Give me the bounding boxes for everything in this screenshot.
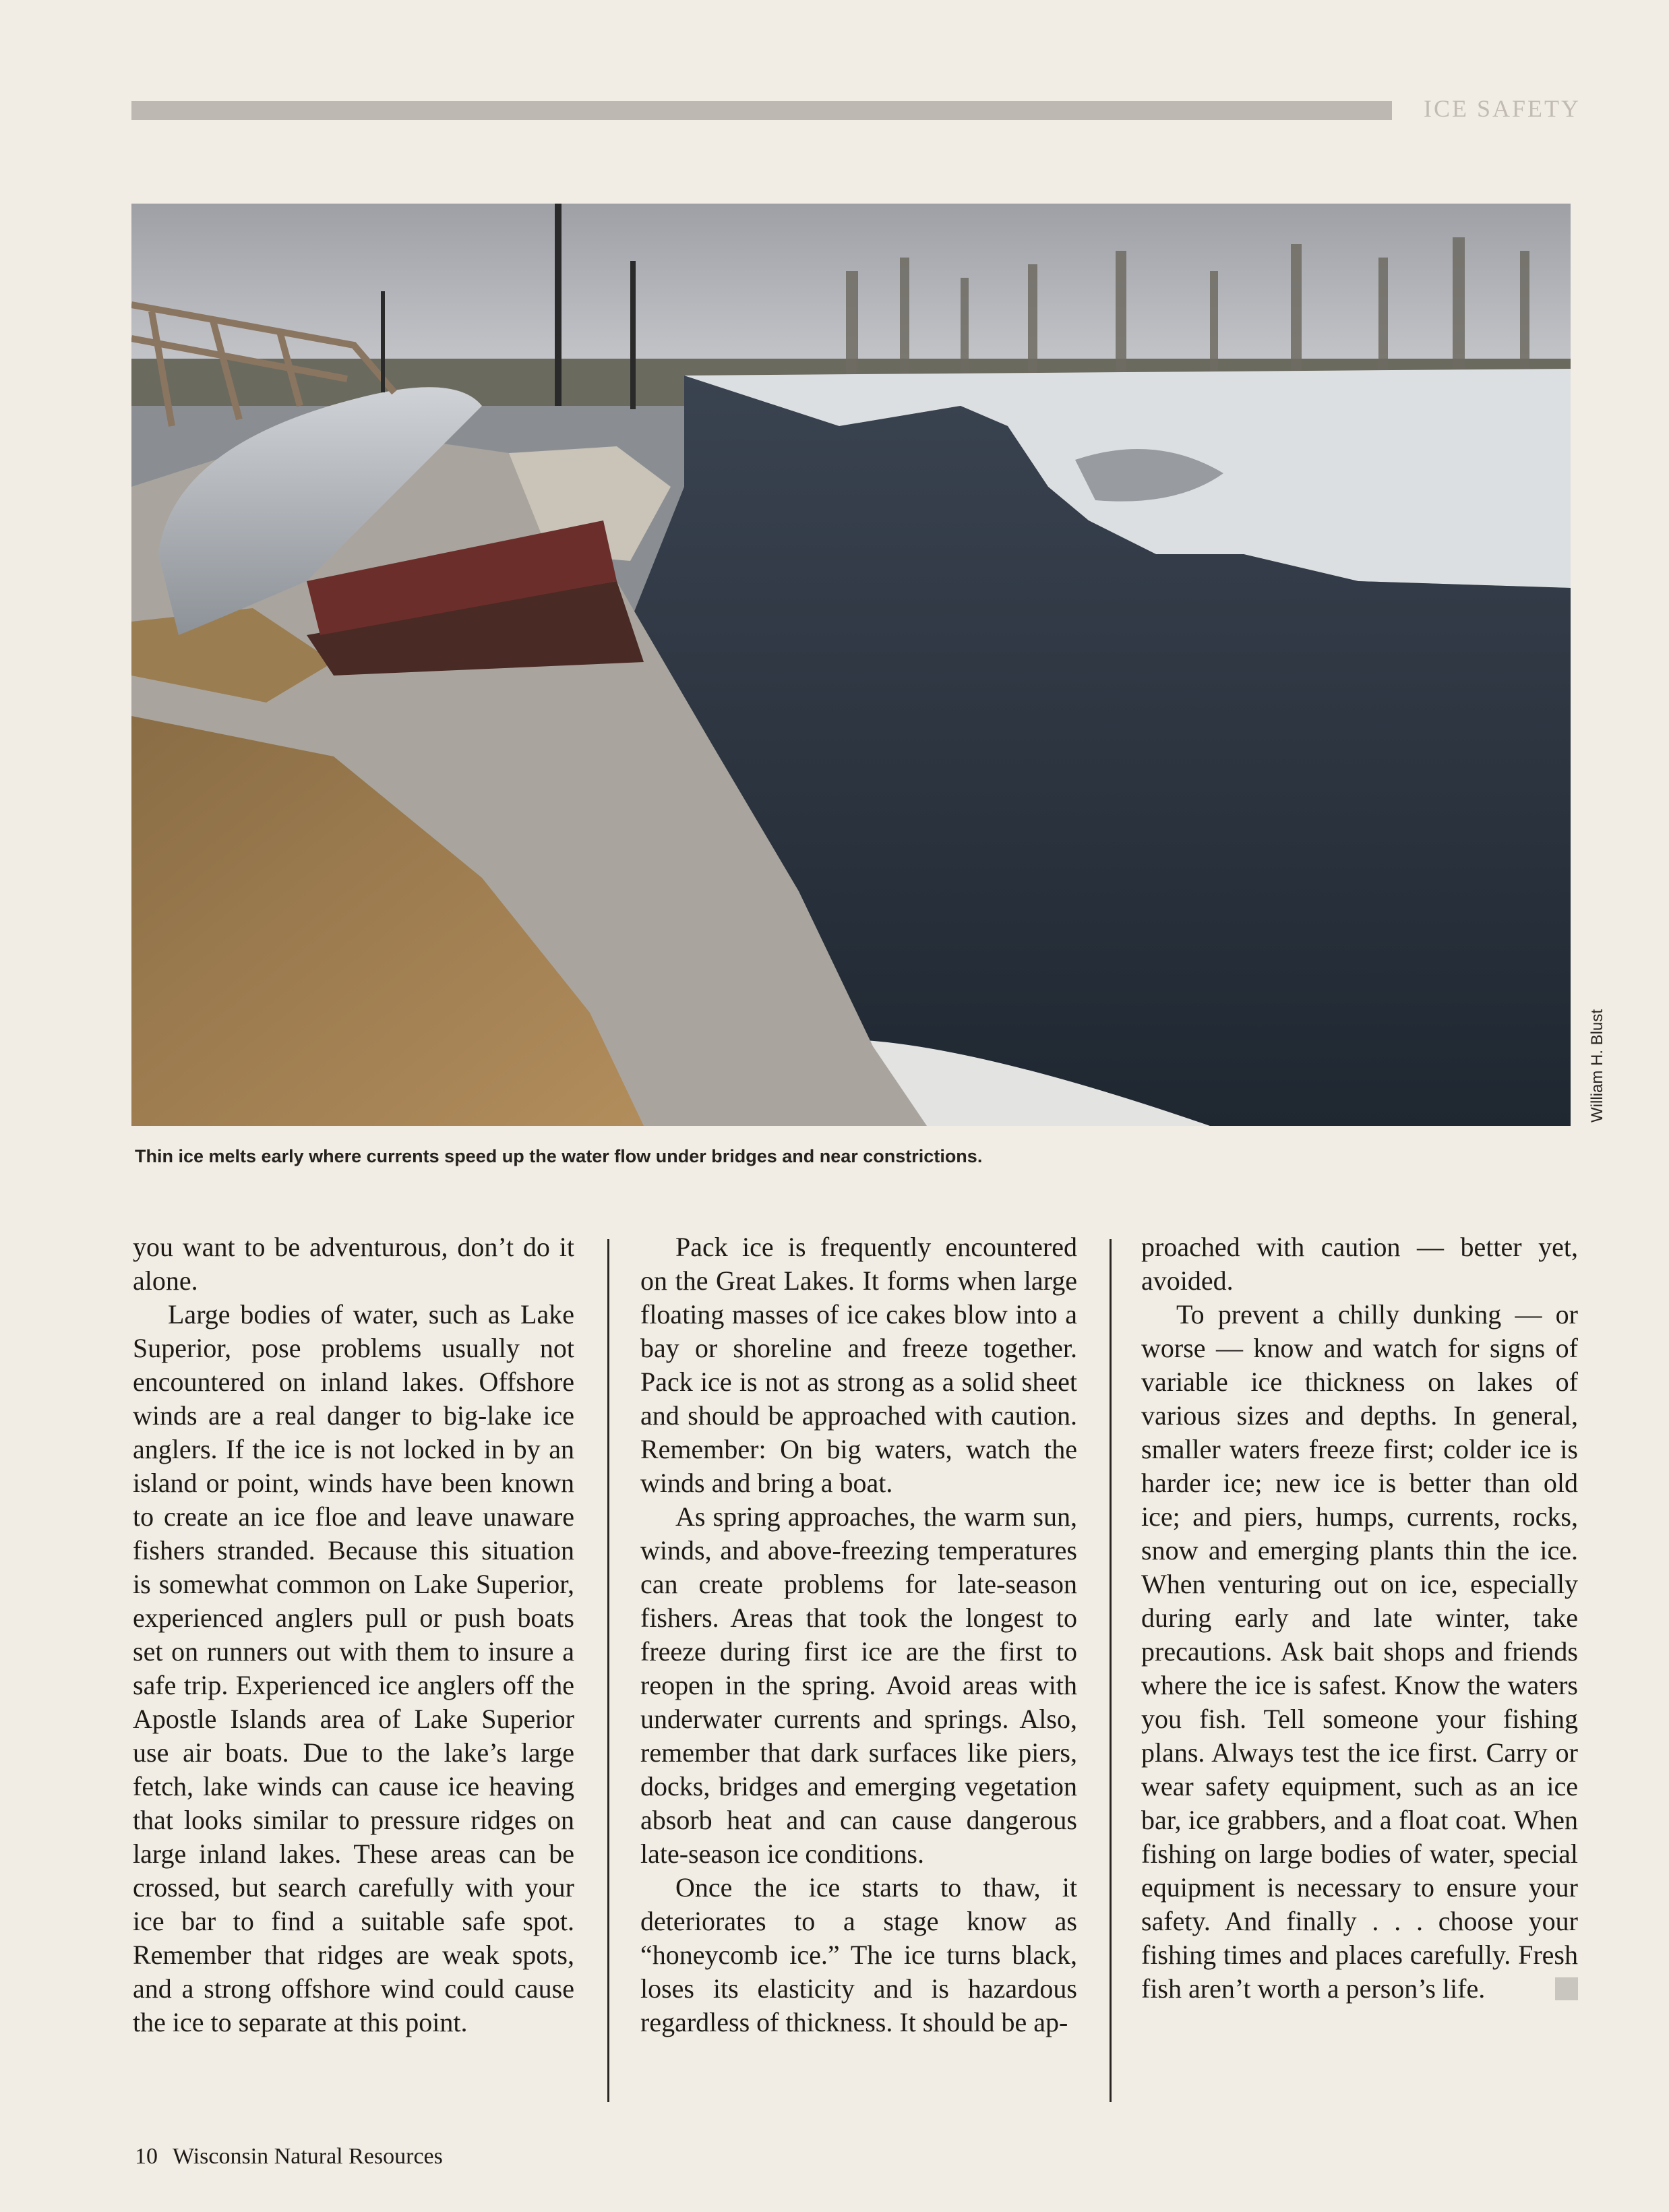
column-divider — [1110, 1239, 1112, 2102]
article-column-3 — [1141, 1230, 1578, 2006]
magazine-name: Wisconsin Natural Resources — [173, 2144, 443, 2169]
column-divider — [607, 1239, 609, 2102]
paragraph: you want to be adventurous, don’t do it alone. — [133, 1232, 574, 1296]
paragraph-text: To prevent a chilly dunking — or worse — know and watch for signs of variable ice thickness on lakes of various sizes and depths. In general, smaller waters freeze first; colder ice is harder ice; new ice is better than old ice; and piers, humps, currents, rocks, snow and emerging plants thin the ice. When venturing out on ice, especially during early and late winter, take precautions. Ask bait shops and friends where the ice is safest. Know the waters you fish. Tell someone your fishing plans. Always test the ice first. Carry or wear safety equipment, such as an ice bar, ice grabbers, and a float coat. When fishing on large bodies of water, special equipment is necessary to ensure your safety. And finally . . . choose your fishing times and places carefully. Fresh fish aren’t worth a person’s life. — [1141, 1299, 1578, 2004]
photo-credit: William H. Blust — [1588, 1009, 1606, 1123]
page-footer — [135, 2144, 443, 2170]
article-column-1 — [133, 1230, 574, 2039]
paragraph: Once the ice starts to thaw, it deteriorates to a stage know as “honeycomb ice.” The ice turns black, loses its elasticity and is hazardous regardless of thickness. It should be ap- — [640, 1872, 1077, 2037]
page-number: 10 — [135, 2144, 158, 2169]
header-rule — [131, 101, 1392, 120]
article-column-2 — [640, 1230, 1077, 2039]
paragraph: Large bodies of water, such as Lake Superior, pose problems usually not encountered on inland lakes. Offshore winds are a real danger to big-lake ice anglers. If the ice is not locked in by an island or point, winds have been known to create an ice floe and leave unaware fishers stranded. Because this situation is somewhat common on Lake Superior, experienced anglers pull or push boats set on runners out with them to insure a safe trip. Experienced ice anglers off the Apostle Islands area of Lake Superior use air boats. Due to the lake’s large fetch, lake winds can cause ice heaving that looks similar to pressure ridges on large inland lakes. These areas can be crossed, but search carefully with your ice bar to find a suitable safe spot. Remember that ridges are weak spots, and a strong offshore wind could cause the ice to separate at this point. — [133, 1299, 574, 2037]
paragraph: proached with caution — better yet, avoided. — [1141, 1232, 1578, 1296]
paragraph: Pack ice is frequently encountered on the Great Lakes. It forms when large floating masses of ice cakes blow into a bay or shoreline and freeze together. Pack ice is not as strong as a solid sheet and should be approached with caution. Remember: On big waters, watch the winds and bring a boat. — [640, 1232, 1077, 1498]
end-mark-icon — [1555, 1977, 1578, 2000]
section-title: ICE SAFETY — [1424, 95, 1581, 122]
ice-photo — [131, 204, 1571, 1126]
paragraph: As spring approaches, the warm sun, winds, and above-freezing temperatures can create problems for late-season fishers. Areas that took the longest to freeze during first ice are the first to reopen in the spring. Avoid areas with underwater currents and springs. Also, remember that dark surfaces like piers, docks, bridges and emerging vegetation absorb heat and can cause dangerous late-season ice conditions. — [640, 1501, 1077, 1869]
paragraph — [1141, 1298, 1578, 2006]
photo-caption: Thin ice melts early where currents speed up the water flow under bridges and near constrictions. — [135, 1146, 983, 1166]
